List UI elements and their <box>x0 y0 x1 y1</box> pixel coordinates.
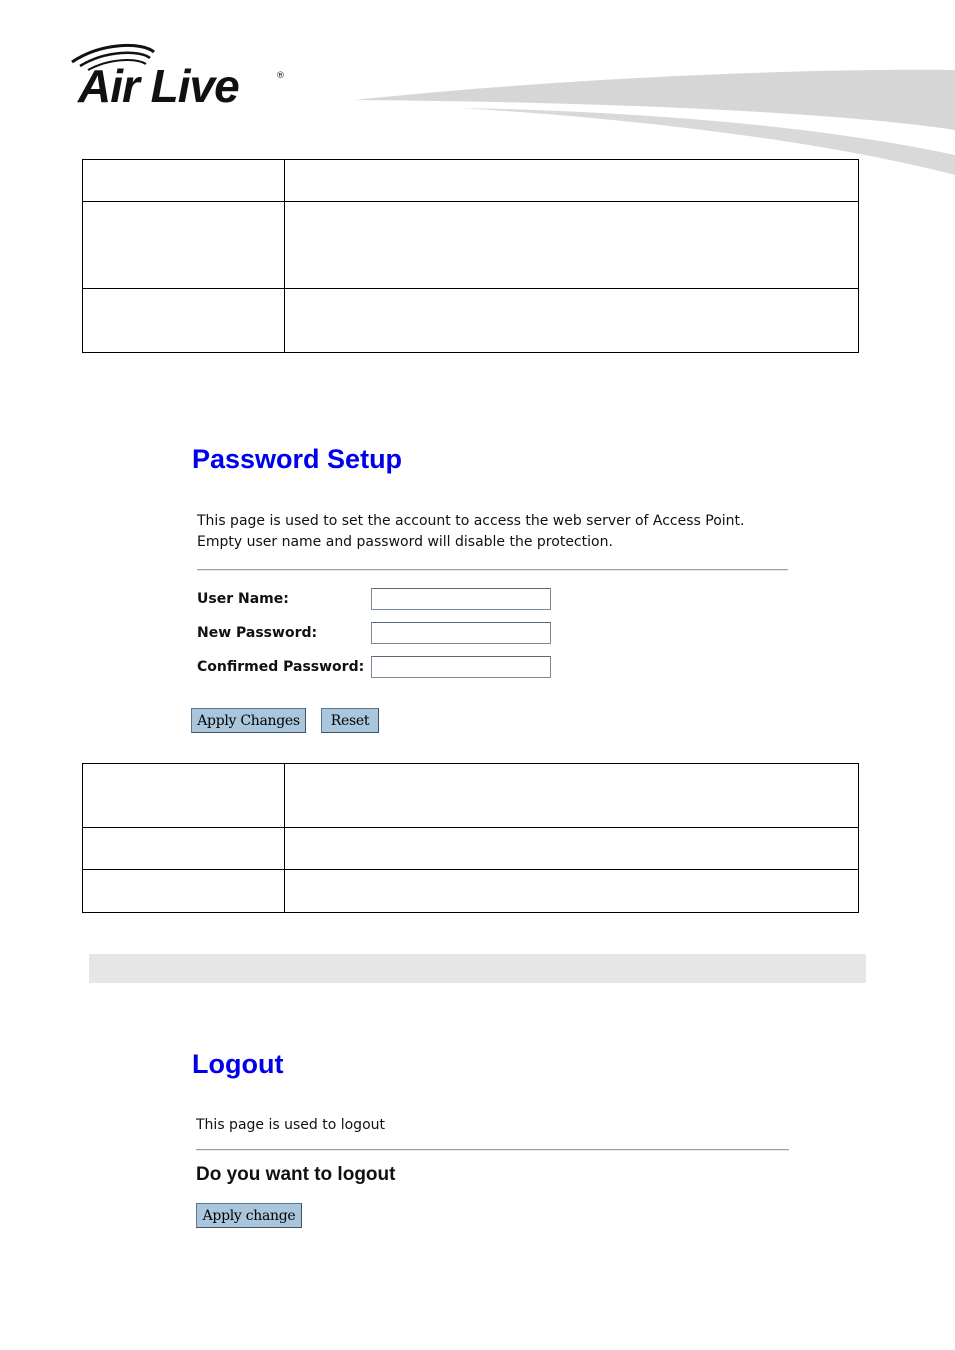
reset-button[interactable]: Reset <box>321 708 379 733</box>
logout-title: Logout <box>192 1049 284 1079</box>
new-password-input[interactable] <box>371 622 551 644</box>
user-name-input[interactable] <box>371 588 551 610</box>
logout-description: This page is used to logout <box>196 1117 385 1133</box>
logout-question: Do you want to logout <box>196 1164 396 1185</box>
confirmed-password-label: Confirmed Password: <box>197 659 365 675</box>
section-heading-bar <box>89 954 866 983</box>
middle-empty-table <box>82 763 859 913</box>
top-empty-table <box>82 159 859 353</box>
password-setup-description-1: This page is used to set the account to access the web server of Access Point. <box>197 513 745 529</box>
apply-changes-button[interactable]: Apply Changes <box>191 708 306 733</box>
confirmed-password-input[interactable] <box>371 656 551 678</box>
airlive-logo <box>62 40 292 110</box>
password-setup-description-2: Empty user name and password will disable the protection. <box>197 534 613 550</box>
svg-text:Air Live: Air Live <box>78 60 239 110</box>
new-password-label: New Password: <box>197 625 318 641</box>
apply-change-button[interactable]: Apply change <box>196 1203 302 1228</box>
user-name-label: User Name: <box>197 591 289 607</box>
svg-text:®: ® <box>276 71 285 81</box>
password-setup-title: Password Setup <box>192 444 403 474</box>
divider <box>196 1149 789 1151</box>
divider <box>197 569 788 571</box>
